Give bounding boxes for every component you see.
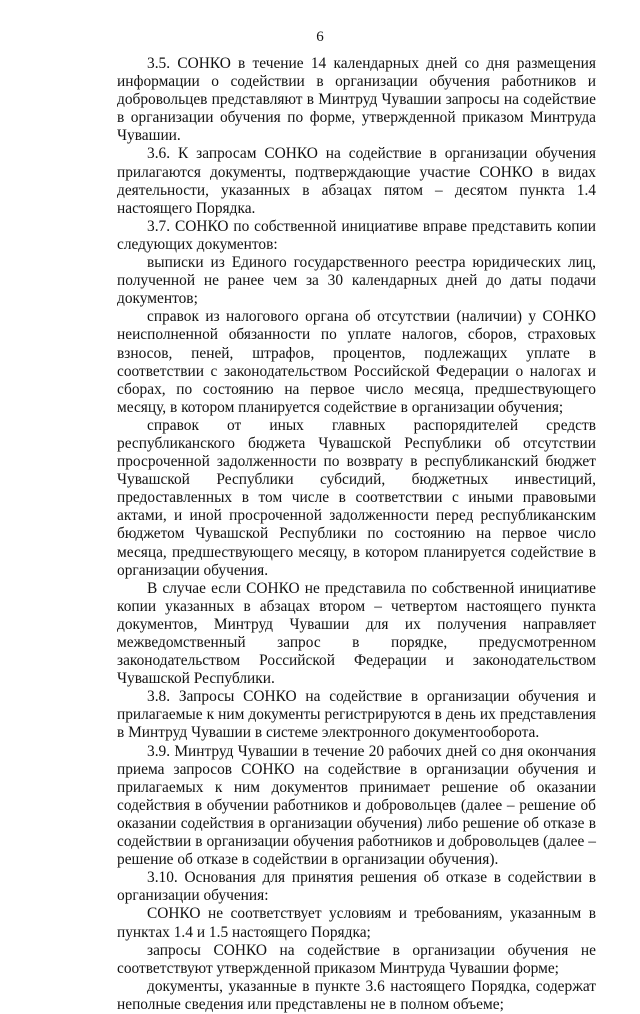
- paragraph-3-10-item-documents: документы, указанные в пункте 3.6 настоящего Порядка, содержат неполные сведения или представлены не в полном объеме;: [117, 977, 596, 1013]
- paragraph-3-7-item-tax-certificates: справок из налогового органа об отсутствии (наличии) у СОНКО неисполненной обязанности по уплате налогов, сборов, страховых взносов, пеней, штрафов, процентов, подлежащих уплате в соответствии с законодательством Российской Федерации о налогах и сборах, по состоянию на первое число месяца, предшествующего месяцу, в котором планируется содействие в организации обучения;: [117, 308, 596, 416]
- paragraph-3-10-item-form: запросы СОНКО на содействие в организации обучения не соответствуют утвержденной приказом Минтруда Чувашии форме;: [117, 941, 596, 977]
- paragraph-3-7-interagency-request: В случае если СОНКО не представила по собственной инициативе копии указанных в абзацах втором – четвертом настоящего пункта документов, Минтруд Чувашии для их получения направляет межведомственный запрос в порядке, предусмотренном законодательством Российской Федерации и законодательством Чувашской Республики.: [117, 579, 596, 688]
- page-number: 6: [316, 29, 324, 45]
- document-body: [117, 55, 596, 1014]
- paragraph-3-9: 3.9. Минтруд Чувашии в течение 20 рабочих дней со дня окончания приема запросов СОНКО на содействие в организации обучения и прилагаемых к ним документов принимает решение об оказании содействия в обучении работников и добровольцев (далее – решение об оказании содействия в организации обучения) либо решение об отказе в содействии в организации обучения работников и добровольцев (далее – решение об отказе в содействии в организации обучения).: [117, 742, 596, 869]
- paragraph-3-7: 3.7. СОНКО по собственной инициативе вправе представить копии следующих документов:: [117, 217, 596, 253]
- paragraph-3-10-item-conditions: СОНКО не соответствует условиям и требованиям, указанным в пунктах 1.4 и 1.5 настоящего Порядка;: [117, 905, 596, 941]
- paragraph-3-7-item-extract: выписки из Единого государственного реестра юридических лиц, полученной не ранее чем за 30 календарных дней до даты подачи документов;: [117, 254, 596, 308]
- paragraph-3-7-item-budget-certificates: справок от иных главных распорядителей средств республиканского бюджета Чувашской Республики об отсутствии просроченной задолженности по возврату в республиканский бюджет Чувашской Республики субсидий, бюджетных инвестиций, предоставленных в том числе в соответствии с иными правовыми актами, и иной просроченной задолженности перед республиканским бюджетом Чувашской Республики по состоянию на первое число месяца, предшествующего месяцу, в котором планируется содействие в организации обучения.: [117, 416, 596, 579]
- paragraph-3-6: 3.6. К запросам СОНКО на содействие в организации обучения прилагаются документы, подтверждающие участие СОНКО в видах деятельности, указанных в абзацах пятом – десятом пункта 1.4 настоящего Порядка.: [117, 145, 596, 217]
- paragraph-3-10: 3.10. Основания для принятия решения об отказе в содействии в организации обучения:: [117, 869, 596, 905]
- paragraph-3-5: 3.5. СОНКО в течение 14 календарных дней со дня размещения информации о содействии в организации обучения работников и добровольцев представляют в Минтруд Чувашии запросы на содействие в организации обучения по форме, утвержденной приказом Минтруда Чувашии.: [117, 55, 596, 145]
- paragraph-3-8: 3.8. Запросы СОНКО на содействие в организации обучения и прилагаемые к ним документы регистрируются в день их представления в Минтруд Чувашии в системе электронного документооборота.: [117, 688, 596, 742]
